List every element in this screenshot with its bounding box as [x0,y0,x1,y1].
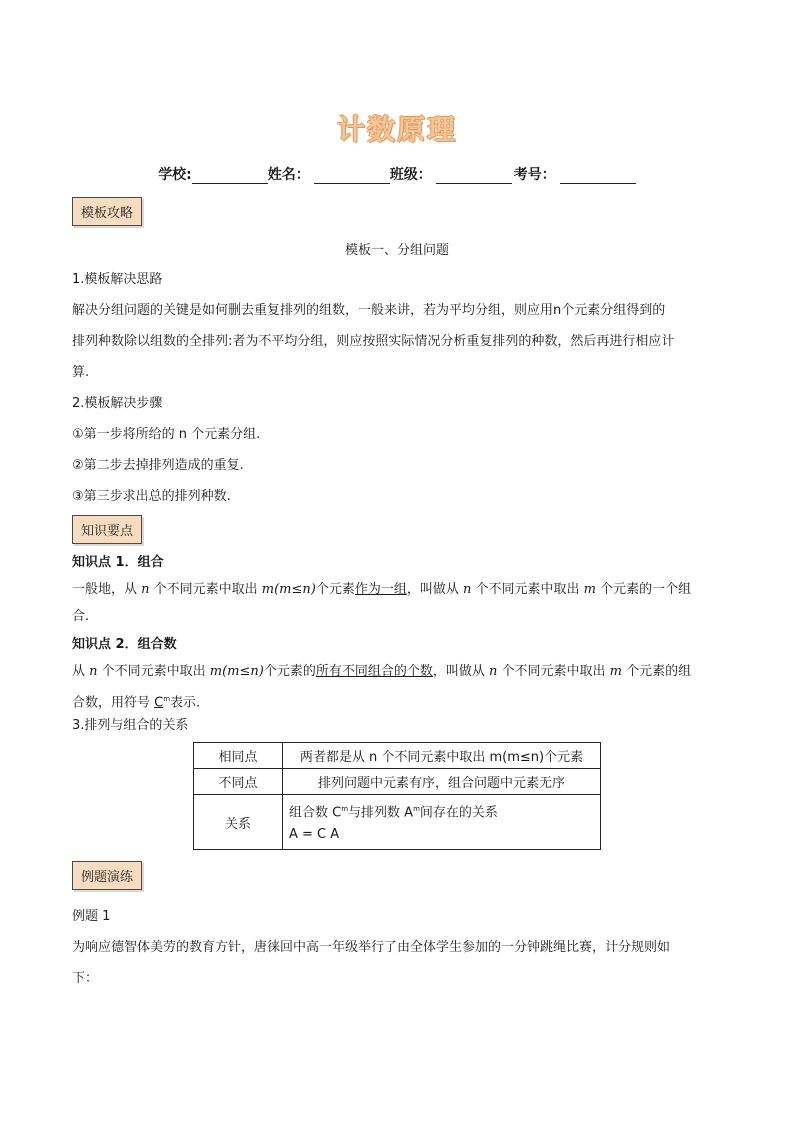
template-step: ②第二步去掉排列造成的重复. [72,458,244,473]
template-step: ①第一步将所给的 n 个元素分组. [72,427,261,442]
knowledge-2-text: 从 n 个不同元素中取出 m(m≤n)个元素的所有不同组合的个数，叫做从 n 个不同元素中取出 m 个元素的组 [72,664,692,679]
table-row [194,743,601,769]
template-idea-line: 解决分组问题的关键是如何删去重复排列的组数，一般来讲，若为平均分组，则应用n个元素分组得到的 [72,303,666,318]
knowledge-1-text: 一般地，从 n 个不同元素中取出 m(m≤n)个元素作为一组，叫做从 n 个不同元素中取出 m 个元素的一个组 [72,582,692,597]
template-step: ③第三步求出总的排列种数. [72,489,231,504]
template-idea-line: 排列种数除以组数的全排列:者为不平均分组，则应按照实际情况分析重复排列的种数，然后再进行相应计 [72,334,675,349]
table-row [194,769,601,795]
relation-title: 3.排列与组合的关系 [72,718,189,733]
student-info-line [0,164,794,184]
number-field[interactable] [560,169,636,184]
table-cell-key: 关系 [194,795,283,850]
table-cell-value: 两者都是从 n 个不同元素中取出 m(m≤n)个元素 [283,743,601,769]
school-field[interactable] [192,169,268,184]
knowledge-2-title: 知识点 2．组合数 [72,637,177,652]
class-label: 班级： [389,167,432,183]
table-cell-value: 排列问题中元素有序，组合问题中元素无序 [283,769,601,795]
example-text: 为响应德智体美劳的教育方针，唐徕回中高一年级举行了由全体学生参加的一分钟跳绳比赛，计分规则如 [72,940,671,955]
page-title: 计数原理 [336,113,457,146]
class-field[interactable] [436,169,512,184]
template-strategy-tag: 模板攻略 [72,197,142,226]
school-label: 学校: [158,167,192,183]
example-label: 例题 1 [72,909,111,924]
table-cell-key: 相同点 [194,743,283,769]
examples-tag: 例题演练 [72,861,142,890]
table-row [194,795,601,850]
template-steps-title: 2.模板解决步骤 [72,396,163,411]
table-cell-key: 不同点 [194,769,283,795]
relation-table [193,742,601,850]
knowledge-points-tag: 知识要点 [72,515,142,544]
knowledge-1-text-cont: 合. [72,609,90,624]
name-label: 姓名： [267,167,310,183]
template-heading: 模板一、分组问题 [344,243,449,258]
template-idea-line: 算. [72,365,90,380]
table-cell-value: 组合数 $C^m$与排列数 $A^m$间存在的关系 A = C A [283,795,601,850]
relation-formula: A = C A [289,827,340,843]
example-text-cont: 下： [72,971,99,986]
number-label: 考号： [513,167,556,183]
template-idea-title: 1.模板解决思路 [72,272,163,287]
knowledge-2-text-cont: 合数，用符号 $C^m$表示. [72,695,201,711]
knowledge-1-title: 知识点 1．组合 [72,555,164,570]
name-field[interactable] [314,169,390,184]
